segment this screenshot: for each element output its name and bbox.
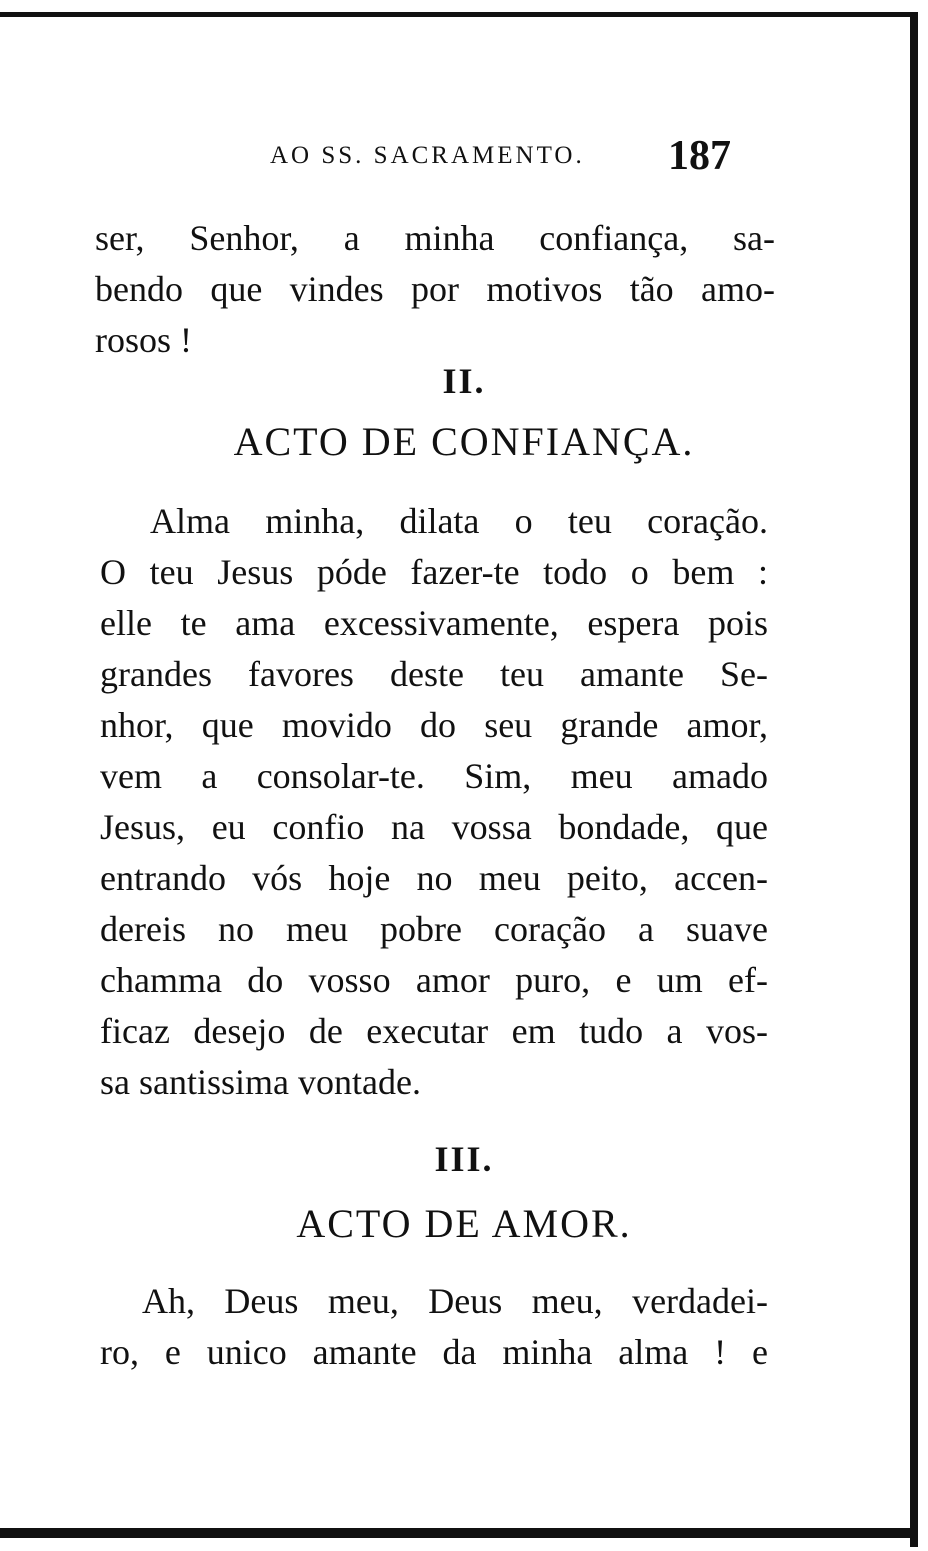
running-head: AO SS. SACRAMENTO. (270, 142, 585, 169)
text-line: entrando vós hoje no meu peito, accen- (100, 858, 768, 898)
scan-border-bottom (0, 1528, 918, 1538)
section-numeral-2: II. (442, 361, 486, 401)
text-line: dereis no meu pobre coração a suave (100, 909, 768, 949)
section-3-paragraph (100, 1276, 768, 1378)
text-line: ser, Senhor, a minha confiança, sa- (95, 218, 775, 258)
scan-border-right (910, 12, 918, 1547)
text-line: bendo que vindes por motivos tão amo- (95, 269, 775, 309)
section-title-3: ACTO DE AMOR. (296, 1201, 632, 1246)
text-line: chamma do vosso amor puro, e um ef- (100, 960, 768, 1000)
intro-paragraph (95, 213, 775, 366)
text-line: Ah, Deus meu, Deus meu, verdadei- (142, 1281, 768, 1321)
text-line: grandes favores deste teu amante Se- (100, 654, 768, 694)
section-2-paragraph (100, 496, 768, 1108)
page-header (270, 133, 770, 179)
text-line: O teu Jesus póde fazer-te todo o bem : (100, 552, 768, 592)
text-line: sa santissima vontade. (100, 1062, 421, 1102)
scan-border-top (0, 12, 915, 17)
text-line: Alma minha, dilata o teu coração. (150, 501, 768, 541)
text-line: rosos ! (95, 320, 192, 360)
section-title-2: ACTO DE CONFIANÇA. (233, 419, 695, 464)
text-line: Jesus, eu confio na vossa bondade, que (100, 807, 768, 847)
text-line: ficaz desejo de executar em tudo a vos- (100, 1011, 768, 1051)
section-numeral-3: III. (434, 1139, 494, 1179)
page-number: 187 (668, 133, 731, 179)
text-line: nhor, que movido do seu grande amor, (100, 705, 768, 745)
text-line: elle te ama excessivamente, espera pois (100, 603, 768, 643)
text-line: ro, e unico amante da minha alma ! e (100, 1332, 768, 1372)
text-line: vem a consolar-te. Sim, meu amado (100, 756, 768, 796)
